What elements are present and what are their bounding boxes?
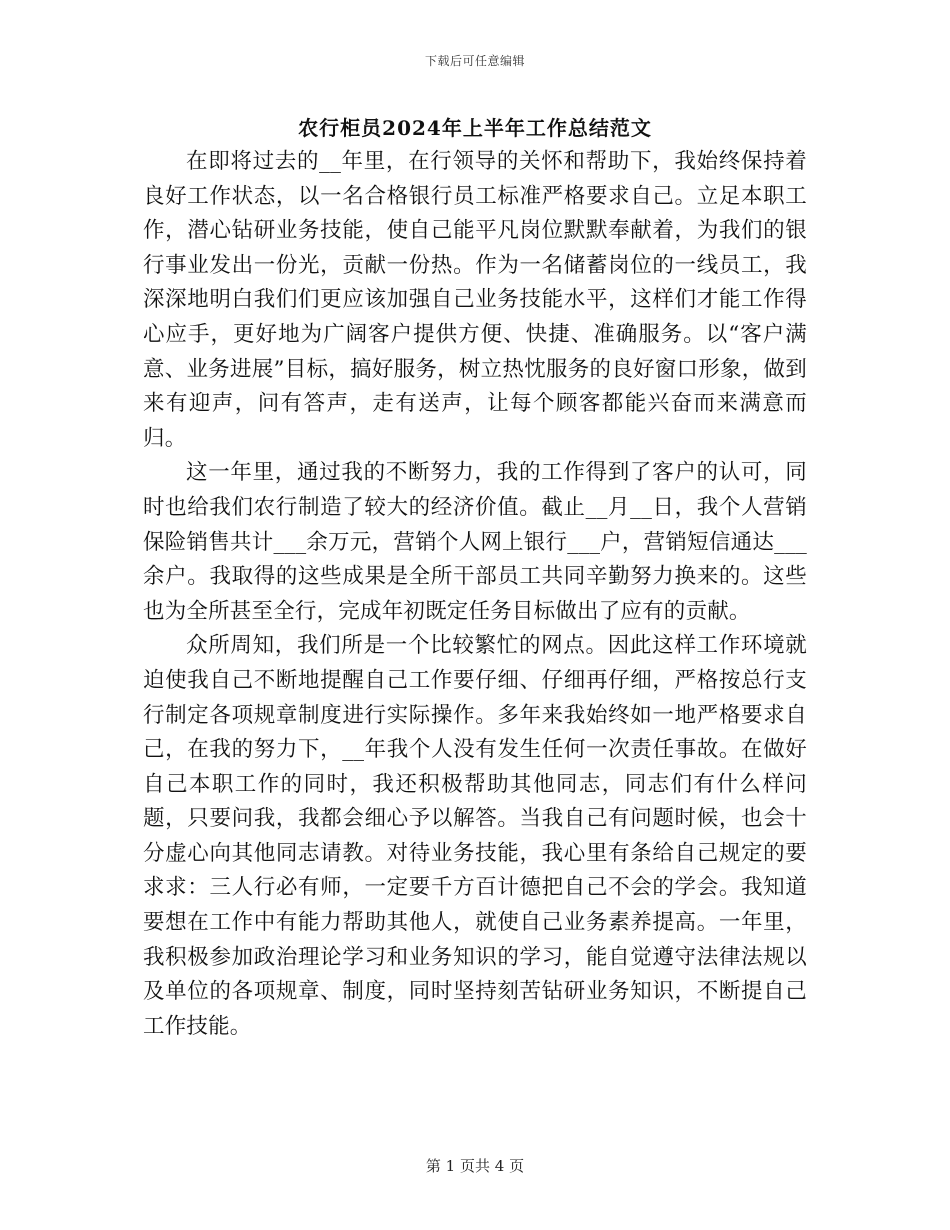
paragraph-2: 这一年里，通过我的不断努力，我的工作得到了客户的认可，同时也给我们农行制造了较大的经济价值。截止__月__日，我个人营销保险销售共计___余万元，营销个人网上银行___户，营销短信通达___余户。我取得的这些成果是全所干部员工共同辛勤努力换来的。这些也为全所甚至全行，完成年初既定任务目标做出了应有的贡献。 [143,460,807,624]
document-body [143,145,807,1044]
document-title: 农行柜员2024年上半年工作总结范文 [298,116,652,140]
page-number: 第 1 页共 4 页 [425,1157,525,1175]
paragraph-3: 众所周知，我们所是一个比较繁忙的网点。因此这样工作环境就迫使我自己不断地提醒自己工作要仔细、仔细再仔细，严格按总行支行制定各项规章制度进行实际操作。多年来我始终如一地严格要求自己，在我的努力下，__年我个人没有发生任何一次责任事故。在做好自己本职工作的同时，我还积极帮助其他同志，同志们有什么样问题，只要问我，我都会细心予以解答。当我自己有问题时候，也会十分虚心向其他同志请教。对待业务技能，我心里有条给自己规定的要求求：三人行必有师，一定要千方百计德把自己不会的学会。我知道要想在工作中有能力帮助其他人，就使自己业务素养提高。一年里，我积极参加政治理论学习和业务知识的学习，能自觉遵守法律法规以及单位的各项规章、制度，同时坚持刻苦钻研业务知识，不断提自己工作技能。 [143,633,807,1039]
paragraph-1: 在即将过去的__年里，在行领导的关怀和帮助下，我始终保持着良好工作状态，以一名合格银行员工标准严格要求自己。立足本职工作，潜心钻研业务技能，使自己能平凡岗位默默奉献着，为我们的银行事业发出一份光，贡献一份热。作为一名储蓄岗位的一线员工，我深深地明白我们们更应该加强自己业务技能水平，这样们才能工作得心应手，更好地为广阔客户提供方便、快捷、准确服务。以“客户满意、业务进展”目标，搞好服务，树立热忱服务的良好窗口形象，做到来有迎声，问有答声，走有送声，让每个顾客都能兴奋而来满意而归。 [143,149,807,451]
header-note: 下载后可任意编辑 [424,54,525,68]
